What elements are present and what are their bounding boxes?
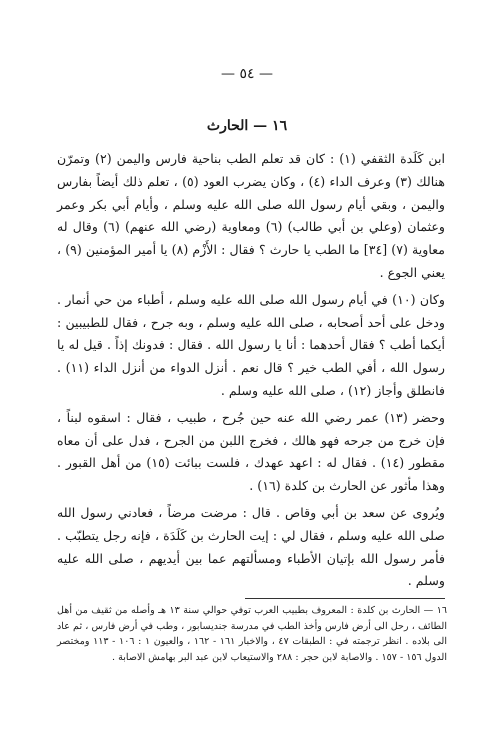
page-number: — ٥٤ —: [221, 66, 273, 82]
main-text: [57, 148, 445, 597]
paragraph: وكان (١٠) في أيام رسول الله صلى الله عليه وسلم ، أطباء من حي أنمار . ودخل على أحد أصحابه ، صلى الله عليه وسلم ، وبه جرح ، فقال للطبيبين : أيكما أطب ؟ فقال أحدهما : أنا يا رسول الله . فقال : فدونك إذاً . قيل له يا رسول الله ، أفي الطب خير ؟ قال نعم . أنزل الدواء من أنزل الداء (١١) . فانطلق وأجاز (١٢) ، صلى الله عليه وسلم .: [57, 291, 446, 398]
footnotes: [57, 603, 447, 665]
section-title: ١٦ — الحارث: [206, 118, 288, 134]
paragraph: وحضر (١٣) عمر رضي الله عنه حين جُرح ، طبيب ، فقال : اسقوه لبناً ، فإن خرج من جرحه فهو هالك ، فخرج اللبن من الجرح ، فدل على أن معاه مقطور (١٤) . فقال له : اعهد عهدك ، فلست ببائت (١٥) من أهل القبور . وهذا مأثور عن الحارث بن كلدة (١٦) .: [57, 409, 446, 494]
footnote: ١٦ — الحارث بن كلدة : المعروف بطبيب العرب توفي حوالي سنة ١٣ هـ وأصله من ثقيف من أهل الطائف ، رحل الى أرض فارس وأخذ الطب في مدرسة جنديسابور ، وطب في أرض فارس ، ثم عاد الى بلاده . انظر ترجمته في : الطبقات ٤٧ ، والاخبار ١٦١ - ١٦٢ ، والعيون ١ : ١٠٦ - ١١٣ ومختصر الدول ١٥٦ - ١٥٧ . والاصابة لابن حجر : ٢٨٨ والاستيعاب لابن عبد البر بهامش الاصابة .: [57, 605, 447, 663]
footnote-divider: [245, 598, 445, 599]
paragraph: ويُروى عن سعد بن أبي وقاص . قال : مرضت مرضاً ، فعادني رسول الله صلى الله عليه وسلم ، فقال لي : إيت الحارث بن كَلَدَة ، فإنه رجل يتطبّب . فأمر رسول الله بإتيان الأطباء ومسألتهم عما بين أيديهم ، صلى الله عليه وسلم .: [57, 504, 445, 589]
paragraph: ابن كَلَدة الثقفي (١) : كان قد تعلم الطب بناحية فارس واليمن (٢) وتمرّن هنالك (٣) وعرف الداء (٤) ، وكان يضرب العود (٥) ، تعلم ذلك أيضاً بفارس واليمن ، وبقي أيام رسول الله صلى الله عليه وسلم ، وأيام أبي بكر وعمر وعثمان (وعلي بن أبي طالب) (٦) ومعاوية (رضي الله عنهم) (٦) وقال له معاوية (٧) [٣٤] ما الطب يا حارث ؟ فقال : الأَزْم (٨) يا أمير المؤمنين (٩) ، يعني الجوع .: [57, 151, 446, 280]
